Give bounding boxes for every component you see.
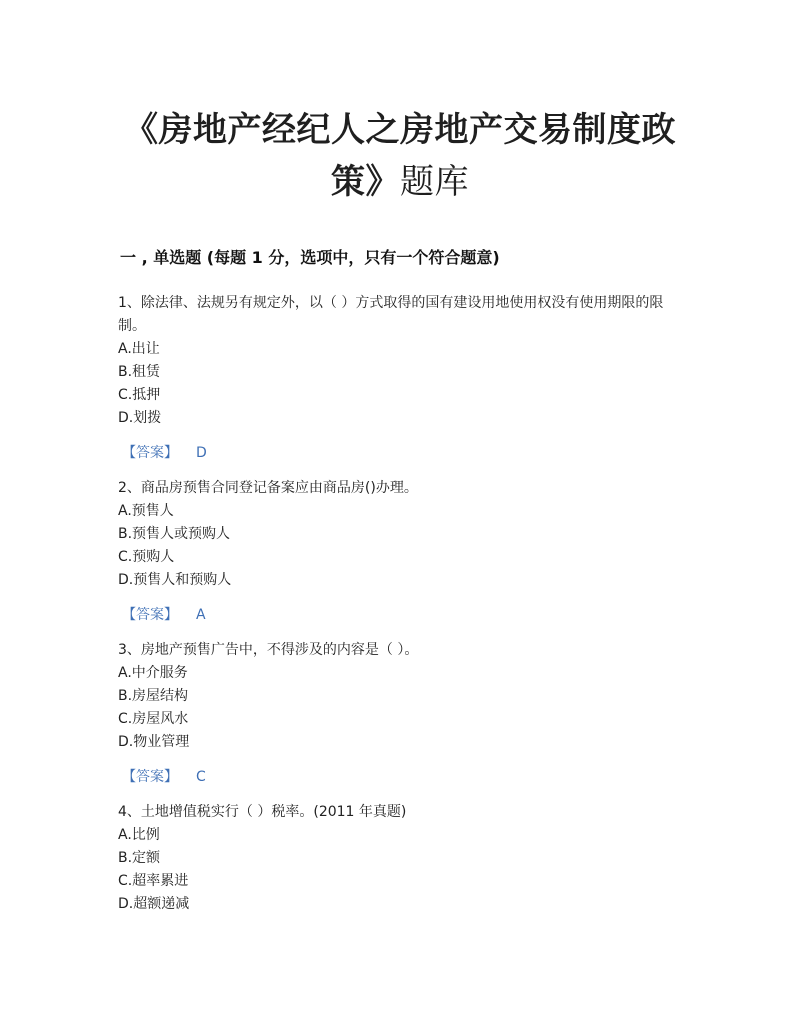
answer-value: A [196, 607, 206, 623]
title-line-2-bold: 策》 [331, 162, 400, 202]
title-line-2 [100, 156, 700, 208]
option-d: D.划拨 [118, 410, 162, 426]
question-stem: 2、商品房预售合同登记备案应由商品房()办理。 [118, 480, 418, 496]
option-c: C.超率累进 [118, 873, 189, 889]
option-d: D.物业管理 [118, 734, 190, 750]
option-a: A.预售人 [118, 503, 174, 519]
option-c: C.预购人 [118, 549, 175, 565]
question-2 [118, 477, 678, 627]
option-c: C.抵押 [118, 387, 161, 403]
answer-line [118, 604, 678, 627]
option-d: D.超额递减 [118, 896, 190, 912]
option-c: C.房屋风水 [118, 711, 189, 727]
option-a: A.出让 [118, 341, 160, 357]
answer-value: C [196, 769, 206, 785]
question-list [118, 292, 678, 928]
answer-line [118, 766, 678, 789]
question-stem: 3、房地产预售广告中，不得涉及的内容是（ ）。 [118, 642, 419, 658]
question-stem: 4、土地增值税实行（ ）税率。(2011 年真题) [118, 804, 407, 820]
section-heading: 一 , 单选题 (每题 1 分，选项中，只有一个符合题意) [120, 248, 500, 267]
option-b: B.租赁 [118, 364, 161, 380]
answer-value: D [196, 445, 207, 461]
title-line-2-light: 题库 [400, 162, 469, 202]
question-stem: 1、除法律、法规另有规定外，以（ ）方式取得的国有建设用地使用权没有使用期限的限制。 [118, 295, 664, 334]
title-line-1: 《房地产经纪人之房地产交易制度政 [124, 110, 676, 150]
question-4 [118, 801, 678, 916]
option-b: B.定额 [118, 850, 161, 866]
answer-label: 【答案】 [122, 769, 178, 785]
option-b: B.房屋结构 [118, 688, 189, 704]
document-title [100, 104, 700, 208]
answer-label: 【答案】 [122, 607, 178, 623]
option-b: B.预售人或预购人 [118, 526, 231, 542]
answer-label: 【答案】 [122, 445, 178, 461]
answer-line [118, 442, 678, 465]
question-3 [118, 639, 678, 789]
option-d: D.预售人和预购人 [118, 572, 232, 588]
option-a: A.中介服务 [118, 665, 188, 681]
question-1 [118, 292, 678, 465]
option-a: A.比例 [118, 827, 160, 843]
